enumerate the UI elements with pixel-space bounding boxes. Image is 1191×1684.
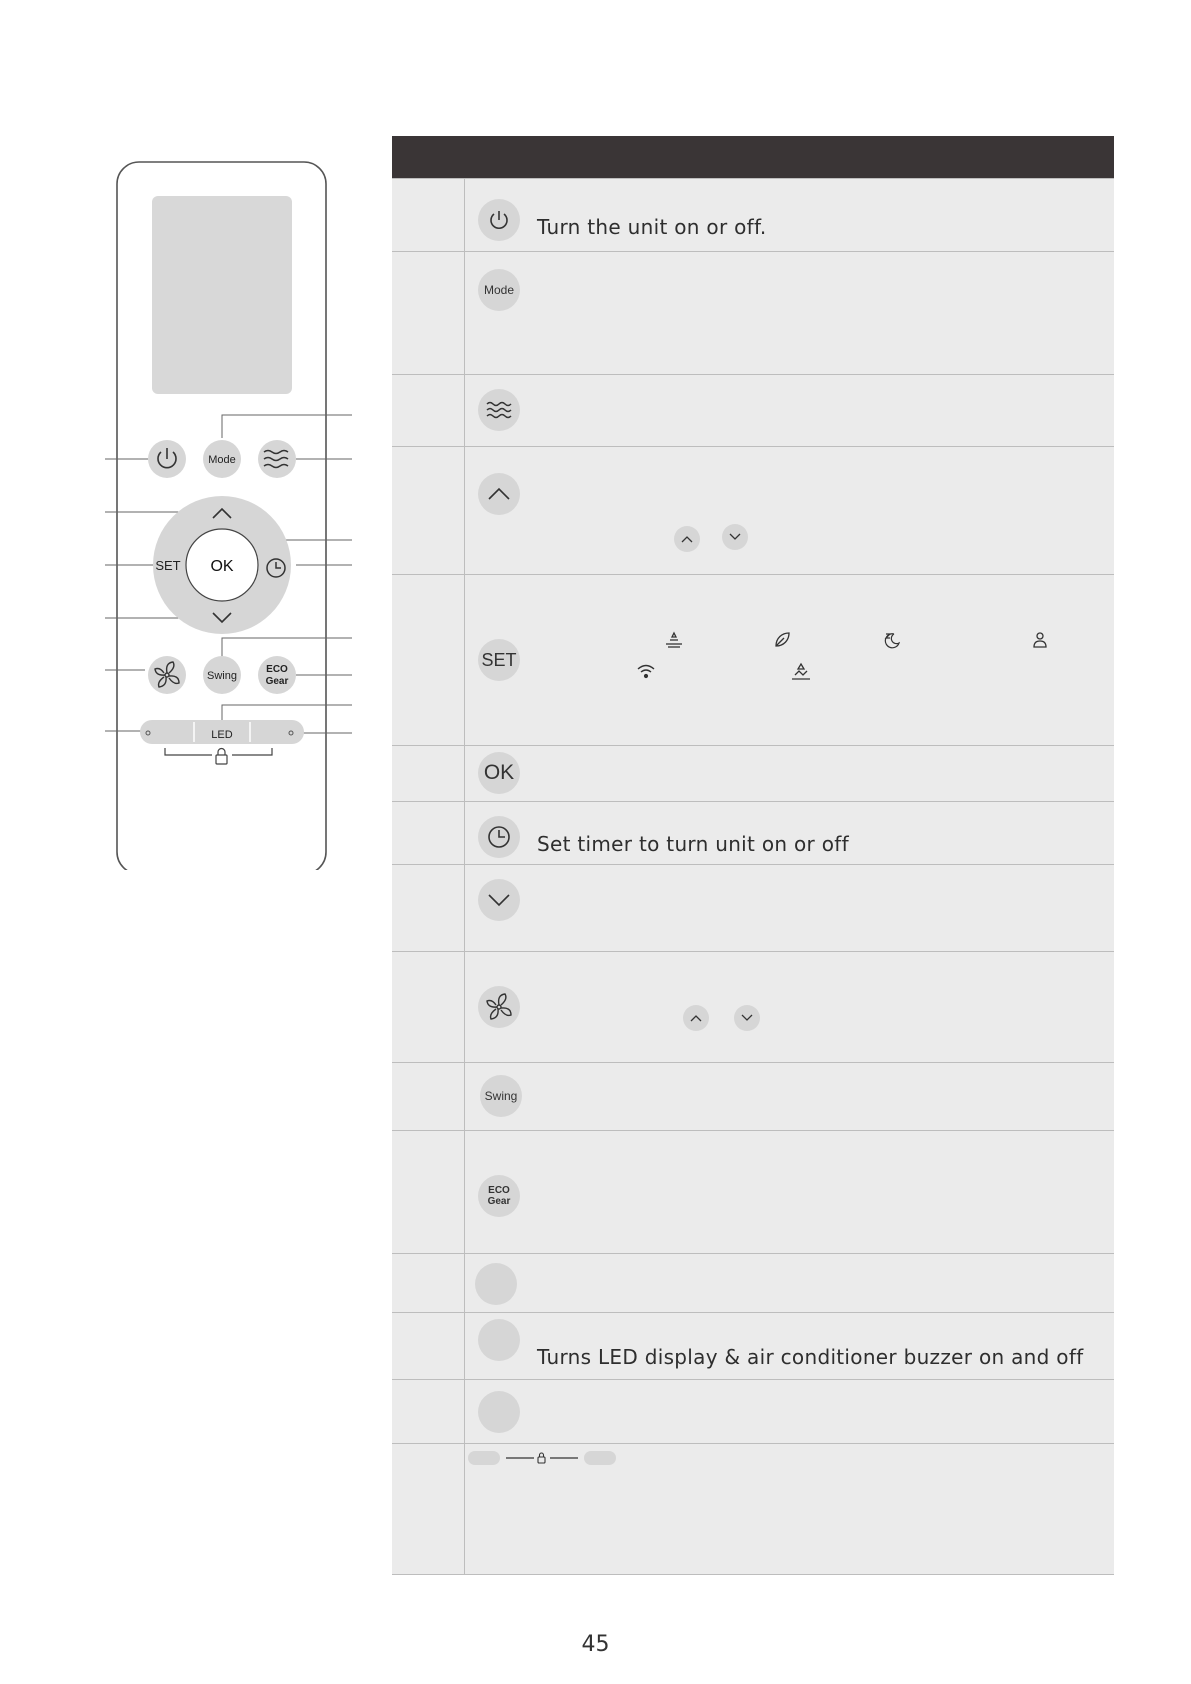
mode-label: Mode [483,283,515,297]
clock-icon [478,816,520,858]
remote-fan-button [148,656,186,694]
mode-button-icon [478,269,520,311]
row-number-cell [392,447,465,574]
breeze-icon [478,389,520,431]
blank-button-icon [478,1391,520,1433]
remote-eco-label: ECO [266,664,288,675]
row-number-cell [392,746,465,801]
fan-icon [478,986,520,1028]
up-arrow-icon [683,1005,709,1031]
table-row-set [392,574,1114,745]
row-number-cell [392,1131,465,1253]
table-row-up [392,446,1114,574]
table-row-lock [392,1443,1114,1575]
table-row-led [392,1312,1114,1379]
row-number-cell [392,179,465,251]
function-table [392,136,1114,1575]
table-row-ok [392,745,1114,801]
remote-breeze-button [258,440,296,478]
power-icon [478,199,520,241]
table-row-fan [392,951,1114,1062]
row-number-cell [392,375,465,446]
leaf-icon [772,630,792,650]
down-arrow-icon [734,1005,760,1031]
set-label: SET [481,649,517,670]
row-description: Turn the unit on or off. [537,215,767,239]
gear-label: Gear [487,1196,511,1207]
table-row-blank-1 [392,1253,1114,1312]
row-number-cell [392,865,465,951]
table-row-breeze [392,374,1114,446]
remote-set-label: SET [155,558,181,573]
blank-button-icon [475,1263,517,1305]
sleep-icon [882,630,902,650]
row-number-cell [392,952,465,1062]
clean-icon [790,661,812,683]
table-row-timer [392,801,1114,864]
remote-eco-gear-button [258,656,296,694]
ok-button-icon [478,752,520,794]
row-number-cell [392,1380,465,1443]
table-header [392,136,1114,178]
up-arrow-icon [478,473,520,515]
row-number-cell [392,1313,465,1379]
table-row-power [392,178,1114,251]
remote-led-label: LED [211,729,233,741]
eco-gear-icon [478,1175,520,1217]
wifi-icon [636,663,656,681]
table-row-eco-gear [392,1130,1114,1253]
row-number-cell [392,1063,465,1130]
table-row-blank-2 [392,1379,1114,1443]
row-number-cell [392,1444,465,1574]
swing-label: Swing [484,1089,518,1103]
set-button-icon [478,639,520,681]
row-number-cell [392,575,465,745]
table-row-down [392,864,1114,951]
page-number: 45 [581,1632,610,1657]
row-number-cell [392,802,465,864]
row-number-cell [392,252,465,374]
remote-gear-label: Gear [265,676,289,687]
remote-swing-label: Swing [207,670,237,682]
down-arrow-icon [478,879,520,921]
fresh-icon [664,630,684,650]
remote-mode-label: Mode [208,454,236,466]
remote-display [152,196,292,394]
row-description: Set timer to turn unit on or off [537,832,849,856]
ok-label: OK [483,761,515,784]
row-description: Turns LED display & air conditioner buzzer on and off [537,1345,1084,1369]
table-row-mode [392,251,1114,374]
row-number-cell [392,1254,465,1312]
person-icon [1030,630,1050,650]
remote-control-diagram [95,150,355,870]
up-arrow-icon [674,526,700,552]
remote-ok-label: OK [210,558,234,575]
led-button-icon [478,1319,520,1361]
eco-label: ECO [488,1185,510,1196]
swing-button-icon [480,1075,522,1117]
lock-combo-icon [466,1448,616,1468]
down-arrow-icon [722,524,748,550]
table-row-swing [392,1062,1114,1130]
